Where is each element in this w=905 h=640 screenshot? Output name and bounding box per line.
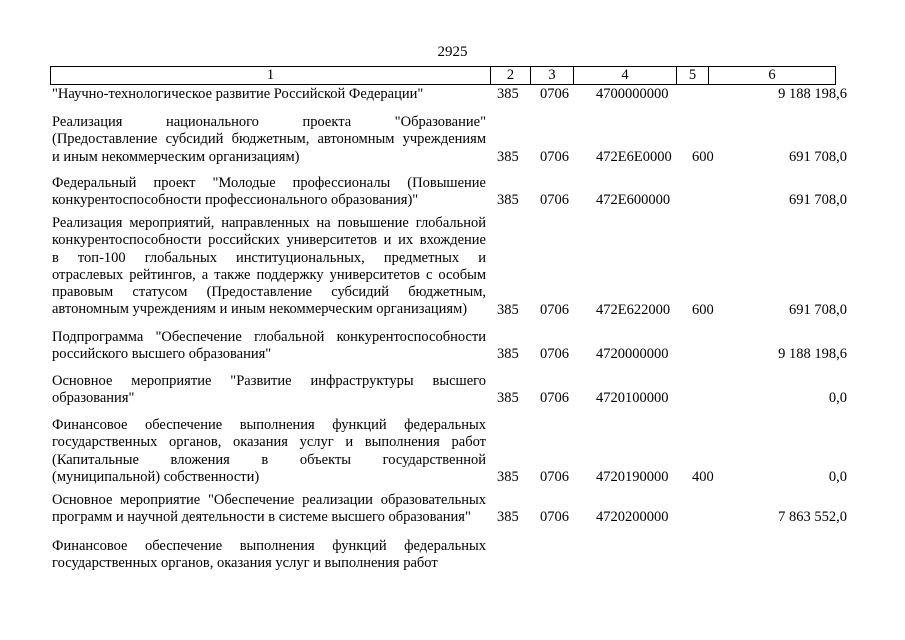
description-line: Основное мероприятие "Обеспечение реализации образовательных	[52, 492, 486, 508]
row-value-c6: 0,0	[828, 468, 847, 485]
row-value-c6: 691 708,0	[789, 192, 847, 209]
column-header-6: 6	[709, 67, 836, 85]
row-value-c5: 600	[692, 301, 714, 318]
description-line: и иным некоммерческим организациям)	[52, 148, 300, 165]
description-line: образования"	[52, 390, 135, 407]
column-header-row	[51, 67, 836, 85]
row-value-c4: 4720200000	[596, 509, 669, 526]
row-value-c2: 385	[497, 390, 519, 407]
row-value-c4: 4700000000	[596, 86, 669, 102]
description-line: государственных органов, оказания услуг и выполнения работ	[52, 555, 438, 572]
row-value-c2: 385	[497, 509, 519, 526]
description-line: государственных органов, оказания услуг и выполнения работ	[52, 434, 486, 451]
row-value-c6: 9 188 198,6	[778, 86, 847, 102]
row-description	[52, 417, 486, 486]
row-value-c4: 4720190000	[596, 468, 669, 485]
description-line: Финансовое обеспечение выполнения функций федеральных	[52, 538, 486, 554]
row-value-c6: 0,0	[828, 390, 847, 407]
row-value-c3: 0706	[540, 301, 569, 318]
row-value-c3: 0706	[540, 390, 569, 407]
row-value-c6: 9 188 198,6	[778, 346, 847, 363]
description-line: (Капитальные вложения в объекты государственной	[52, 451, 486, 468]
description-line: (муниципальной) собственности)	[52, 468, 260, 485]
description-line: Реализация национального проекта "Образование"	[52, 114, 486, 130]
row-description	[52, 538, 486, 573]
row-value-c3: 0706	[540, 509, 569, 526]
page-number: 2925	[437, 44, 468, 60]
description-line: конкурентоспособности профессионального образования)"	[52, 192, 419, 209]
row-value-c4: 472E600000	[596, 192, 671, 209]
column-header-5: 5	[677, 67, 709, 85]
description-line: (Предоставление субсидий бюджетным, автономным учреждениям	[52, 131, 486, 148]
description-line: в топ-100 глобальных институциональных, предметных и	[52, 249, 486, 266]
description-line: Федеральный проект "Молодые профессионалы (Повышение	[52, 175, 486, 191]
row-value-c6: 691 708,0	[789, 301, 847, 318]
row-value-c2: 385	[497, 301, 519, 318]
row-value-c2: 385	[497, 86, 519, 102]
row-value-c3: 0706	[540, 148, 569, 165]
row-value-c6: 691 708,0	[789, 148, 847, 165]
row-value-c4: 4720100000	[596, 390, 669, 407]
row-description	[52, 86, 486, 103]
row-value-c2: 385	[497, 346, 519, 363]
column-header-3: 3	[531, 67, 574, 85]
row-description	[52, 114, 486, 166]
row-value-c3: 0706	[540, 86, 569, 102]
description-line: российского высшего образования"	[52, 346, 272, 363]
row-value-c3: 0706	[540, 192, 569, 209]
row-description	[52, 215, 486, 319]
description-line: Основное мероприятие "Развитие инфраструктуры высшего	[52, 373, 486, 389]
row-value-c2: 385	[497, 468, 519, 485]
description-line: Реализация мероприятий, направленных на повышение глобальной	[52, 215, 486, 231]
row-value-c6: 7 863 552,0	[778, 509, 847, 526]
row-description	[52, 373, 486, 408]
description-line: Финансовое обеспечение выполнения функций федеральных	[52, 417, 486, 433]
description-line: отраслевых рейтингов, а также поддержку университетов с особым	[52, 266, 486, 283]
row-value-c2: 385	[497, 148, 519, 165]
row-value-c5: 600	[692, 148, 714, 165]
row-description	[52, 329, 486, 364]
description-line: правовым статусом (Предоставление субсидий бюджетным,	[52, 284, 486, 301]
row-value-c2: 385	[497, 192, 519, 209]
row-value-c3: 0706	[540, 468, 569, 485]
column-header-4: 4	[574, 67, 677, 85]
description-line: "Научно-технологическое развитие Российской Федерации"	[52, 86, 424, 102]
row-value-c5: 400	[692, 468, 714, 485]
row-value-c4: 4720000000	[596, 346, 669, 363]
column-header-2: 2	[491, 67, 531, 85]
column-header-1: 1	[51, 67, 491, 85]
description-line: автономным учреждениям и иным некоммерческим организациям)	[52, 301, 468, 318]
row-value-c4: 472E622000	[596, 301, 671, 318]
row-description	[52, 175, 486, 210]
row-value-c3: 0706	[540, 346, 569, 363]
description-line: конкурентоспособности российских университетов и их вхождение	[52, 232, 486, 249]
description-line: Подпрограмма "Обеспечение глобальной конкурентоспособности	[52, 329, 486, 345]
column-header-table	[50, 66, 836, 85]
row-description	[52, 492, 486, 527]
description-line: программ и научной деятельности в системе высшего образования"	[52, 509, 471, 526]
row-value-c4: 472E6E0000	[596, 148, 672, 165]
